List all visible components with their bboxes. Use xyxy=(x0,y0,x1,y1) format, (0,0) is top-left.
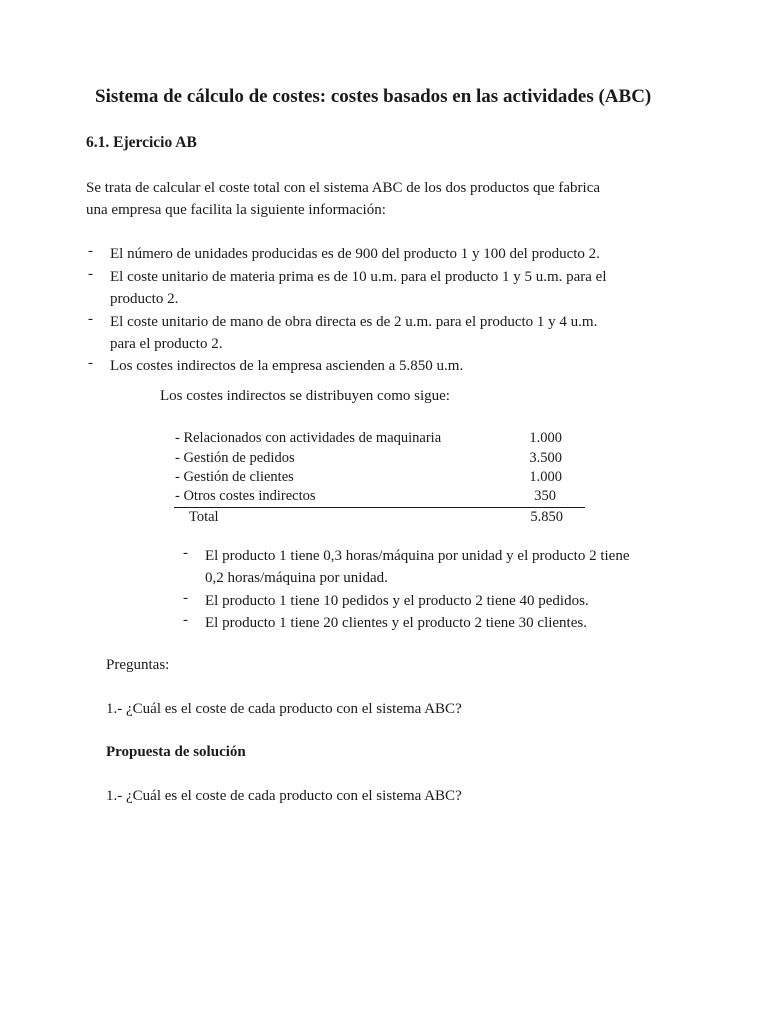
bullet-dash: - xyxy=(183,612,188,628)
questions-label: Preguntas: xyxy=(106,657,170,673)
question-1: 1.- ¿Cuál es el coste de cada producto con el sistema ABC? xyxy=(106,701,462,717)
bullet-dash: - xyxy=(88,311,93,327)
bullet2-2: El producto 1 tiene 10 pedidos y el producto 2 tiene 40 pedidos. xyxy=(205,593,589,609)
bullet-2-line-1: El coste unitario de materia prima es de 10 u.m. para el producto 1 y 5 u.m. para el xyxy=(110,269,607,285)
bullet-1: El número de unidades producidas es de 900 del producto 1 y 100 del producto 2. xyxy=(110,246,600,262)
bullet-dash: - xyxy=(183,545,188,561)
table-row-label: - Otros costes indirectos xyxy=(175,488,316,504)
table-row-value: 350 xyxy=(534,488,556,504)
bullet2-1-line-2: 0,2 horas/máquina por unidad. xyxy=(205,570,388,586)
bullet-dash: - xyxy=(88,266,93,282)
distribution-intro: Los costes indirectos se distribuyen como sigue: xyxy=(160,388,450,404)
table-row-label: - Gestión de clientes xyxy=(175,469,294,485)
table-row-label: - Gestión de pedidos xyxy=(175,450,295,466)
table-row-label: - Relacionados con actividades de maquinaria xyxy=(175,430,442,446)
bullet-3-line-2: para el producto 2. xyxy=(110,336,223,352)
bullet-dash: - xyxy=(183,590,188,606)
solution-heading: Propuesta de solución xyxy=(106,744,246,760)
bullet-4: Los costes indirectos de la empresa ascienden a 5.850 u.m. xyxy=(110,358,464,374)
intro-line-1: Se trata de calcular el coste total con el sistema ABC de los dos productos que fabrica xyxy=(86,180,601,196)
intro-line-2: una empresa que facilita la siguiente información: xyxy=(86,202,386,218)
bullet-dash: - xyxy=(88,243,93,259)
table-total-label: Total xyxy=(189,509,219,525)
table-row-value: 1.000 xyxy=(529,469,562,485)
bullet-3-line-1: El coste unitario de mano de obra directa es de 2 u.m. para el producto 1 y 4 u.m. xyxy=(110,314,598,330)
bullet-2-line-2: producto 2. xyxy=(110,291,179,307)
section-heading: 6.1. Ejercicio AB xyxy=(86,134,197,151)
bullet2-1-line-1: El producto 1 tiene 0,3 horas/máquina por unidad y el producto 2 tiene xyxy=(205,548,630,564)
table-total-rule xyxy=(174,507,585,508)
bullet2-3: El producto 1 tiene 20 clientes y el producto 2 tiene 30 clientes. xyxy=(205,615,587,631)
document-title: Sistema de cálculo de costes: costes basados en las actividades (ABC) xyxy=(95,86,652,107)
table-row-value: 1.000 xyxy=(529,430,562,446)
table-row-value: 3.500 xyxy=(529,450,562,466)
bullet-dash: - xyxy=(88,355,93,371)
solution-question-1: 1.- ¿Cuál es el coste de cada producto con el sistema ABC? xyxy=(106,788,462,804)
table-total-value: 5.850 xyxy=(530,509,563,525)
